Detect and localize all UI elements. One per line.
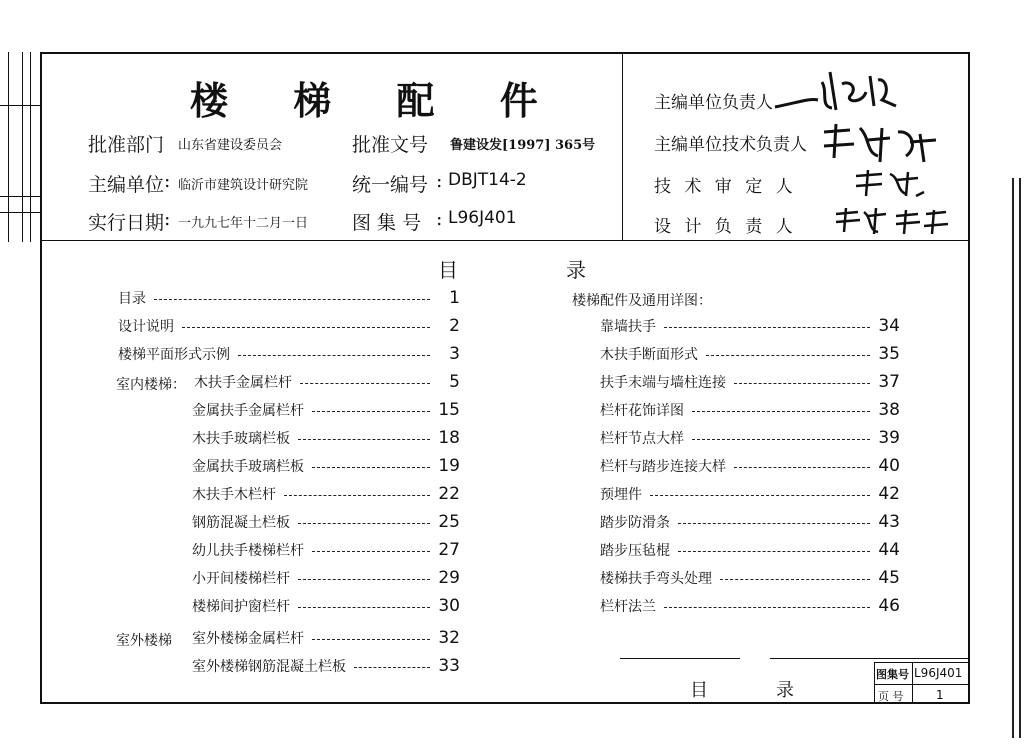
reviewer-label: 技 术 审 定 人	[654, 177, 797, 197]
footer-line	[620, 658, 740, 659]
toc-entry-page: 1	[449, 288, 460, 308]
signature-tech-leader	[820, 118, 950, 168]
toc-entry	[600, 342, 900, 366]
toc-entry-page: 29	[438, 568, 460, 588]
toc-entry	[600, 454, 900, 478]
toc-entry	[192, 566, 460, 590]
toc-leader	[238, 355, 430, 356]
toc-leader	[650, 495, 870, 496]
toc-entry	[600, 594, 900, 618]
toc-entry-page: 2	[449, 316, 460, 336]
toc-entry-page: 42	[878, 484, 900, 504]
title-block-line	[912, 662, 913, 702]
toc-entry	[600, 538, 900, 562]
binding-line	[8, 52, 9, 242]
unit-leader-label: 主编单位负责人	[654, 93, 773, 113]
chief-unit-label: 主编单位	[88, 174, 165, 196]
toc-entry	[600, 510, 900, 534]
toc-leader	[664, 607, 870, 608]
atlas-no-label: 图 集 号	[352, 212, 422, 234]
toc-entry-label: 设计说明	[118, 319, 174, 335]
atlas-no-value: L96J401	[448, 208, 517, 228]
toc-entry-label: 钢筋混凝土栏板	[192, 515, 290, 531]
toc-entry-page: 15	[438, 400, 460, 420]
toc-entry-label: 木扶手玻璃栏板	[192, 431, 290, 447]
toc-entry	[600, 398, 900, 422]
toc-entry-page: 45	[878, 568, 900, 588]
toc-entry-label: 木扶手木栏杆	[192, 487, 276, 503]
toc-entry-label: 室外楼梯金属栏杆	[192, 631, 304, 647]
toc-entry	[192, 594, 460, 618]
edge-mark	[1019, 178, 1021, 738]
toc-entry-label: 靠墙扶手	[600, 319, 656, 335]
title-block-line	[874, 662, 875, 702]
unified-no-label: 统一编号	[352, 174, 429, 196]
chief-unit-value: 临沂市建筑设计研究院	[178, 178, 309, 193]
signature-reviewer	[852, 166, 932, 202]
toc-entry-page: 18	[438, 428, 460, 448]
indoor-section-label: 室内楼梯：	[116, 377, 186, 393]
toc-leader	[692, 411, 870, 412]
toc-entry	[192, 454, 460, 478]
toc-entry-page: 43	[878, 512, 900, 532]
toc-entry-label: 室外楼梯钢筋混凝土栏板	[192, 659, 346, 675]
signature-unit-leader	[770, 62, 930, 122]
footer-line	[770, 658, 968, 659]
toc-entry-label: 小开间楼梯栏杆	[192, 571, 290, 587]
atlas-no-cell-value: L96J401	[914, 666, 963, 680]
effective-date-value: 一九九七年十二月一日	[178, 216, 309, 231]
toc-entry-label: 楼梯平面形式示例	[118, 347, 230, 363]
toc-entry-label: 目录	[118, 291, 146, 307]
header-vertical-divider	[622, 54, 623, 240]
toc-entry-page: 40	[878, 456, 900, 476]
toc-entry-page: 44	[878, 540, 900, 560]
binding-line	[0, 212, 40, 213]
toc-entry	[118, 342, 460, 366]
toc-heading-right: 录	[566, 258, 586, 282]
toc-entry-label: 扶手末端与墙柱连接	[600, 375, 726, 391]
toc-entry	[192, 510, 460, 534]
toc-leader	[298, 607, 430, 608]
toc-leader	[678, 551, 870, 552]
toc-entry	[192, 482, 460, 506]
toc-entry-label: 栏杆花饰详图	[600, 403, 684, 419]
header-divider	[42, 240, 968, 241]
toc-entry	[600, 314, 900, 338]
toc-entry-page: 30	[438, 596, 460, 616]
toc-leader	[312, 551, 430, 552]
toc-entry-page: 35	[878, 344, 900, 364]
toc-entry	[600, 482, 900, 506]
footer-title-right: 录	[776, 680, 794, 701]
toc-leader	[300, 383, 430, 384]
toc-leader	[312, 639, 430, 640]
title-block-line	[874, 662, 970, 663]
toc-entry	[192, 538, 460, 562]
edge-mark	[1012, 178, 1014, 738]
toc-leader	[312, 411, 430, 412]
unified-no-value: DBJT14-2	[448, 170, 527, 190]
toc-entry	[192, 626, 460, 650]
toc-entry	[192, 398, 460, 422]
toc-entry	[600, 426, 900, 450]
toc-entry-label: 栏杆法兰	[600, 599, 656, 615]
toc-leader	[354, 667, 430, 668]
title-block-line	[874, 684, 970, 685]
approval-doc-value: 鲁建设发[1997] 365号	[450, 138, 596, 153]
toc-leader	[298, 579, 430, 580]
toc-entry-page: 37	[878, 372, 900, 392]
toc-entry-label: 楼梯扶手弯头处理	[600, 571, 712, 587]
toc-leader	[664, 327, 870, 328]
effective-date-label: 实行日期	[88, 212, 165, 234]
toc-leader	[734, 467, 870, 468]
outdoor-section-label: 室外楼梯	[116, 633, 172, 649]
signature-designer	[832, 204, 952, 240]
toc-entry	[600, 370, 900, 394]
toc-entry-label: 金属扶手玻璃栏板	[192, 459, 304, 475]
toc-heading-left: 目	[438, 258, 458, 282]
toc-entry	[118, 286, 460, 310]
toc-leader	[284, 495, 430, 496]
toc-leader	[720, 579, 870, 580]
toc-entry-page: 3	[449, 344, 460, 364]
binding-line	[0, 105, 40, 106]
toc-leader	[678, 523, 870, 524]
toc-leader	[692, 439, 870, 440]
toc-entry-label: 幼儿扶手楼梯栏杆	[192, 543, 304, 559]
toc-entry-page: 38	[878, 400, 900, 420]
toc-entry	[192, 654, 460, 678]
toc-entry-page: 39	[878, 428, 900, 448]
toc-entry-label: 栏杆节点大样	[600, 431, 684, 447]
toc-entry-page: 33	[438, 656, 460, 676]
toc-entry-page: 5	[449, 372, 460, 392]
binding-line	[30, 52, 31, 242]
toc-leader	[706, 355, 870, 356]
unit-tech-leader-label: 主编单位技术负责人	[654, 135, 807, 155]
atlas-no-cell-label: 图集号	[876, 668, 909, 681]
toc-entry	[600, 566, 900, 590]
toc-entry-label: 木扶手金属栏杆	[194, 375, 292, 391]
approval-doc-label: 批准文号	[352, 134, 429, 156]
binding-line	[22, 52, 23, 242]
toc-entry-label: 踏步防滑条	[600, 515, 670, 531]
toc-leader	[298, 523, 430, 524]
footer-title-left: 目	[690, 680, 708, 701]
toc-entry-page: 19	[438, 456, 460, 476]
toc-entry	[192, 426, 460, 450]
toc-leader	[154, 299, 430, 300]
toc-leader	[734, 383, 870, 384]
atlas-title: 楼 梯 配 件	[190, 79, 564, 123]
page-no-cell-label: 页 号	[878, 690, 904, 703]
toc-leader	[182, 327, 430, 328]
binding-line	[0, 196, 40, 197]
toc-entry-label: 楼梯间护窗栏杆	[192, 599, 290, 615]
designer-label: 设 计 负 责 人	[654, 217, 797, 237]
toc-entry-label: 栏杆与踏步连接大样	[600, 459, 726, 475]
toc-entry-page: 46	[878, 596, 900, 616]
right-group-label: 楼梯配件及通用详图：	[572, 293, 712, 309]
toc-leader	[298, 439, 430, 440]
toc-entry-label: 木扶手断面形式	[600, 347, 698, 363]
toc-entry-page: 25	[438, 512, 460, 532]
toc-entry-page: 34	[878, 316, 900, 336]
toc-entry-page: 32	[438, 628, 460, 648]
toc-entry-label: 踏步压毡棍	[600, 543, 670, 559]
toc-entry	[118, 314, 460, 338]
approval-dept-label: 批准部门	[88, 134, 165, 156]
approval-dept-value: 山东省建设委员会	[178, 138, 283, 153]
toc-leader	[312, 467, 430, 468]
toc-entry-label: 预埋件	[600, 487, 642, 503]
toc-entry-page: 27	[438, 540, 460, 560]
toc-entry-page: 22	[438, 484, 460, 504]
page-no-cell-value: 1	[936, 688, 944, 702]
toc-entry-label: 金属扶手金属栏杆	[192, 403, 304, 419]
toc-entry	[194, 370, 460, 394]
